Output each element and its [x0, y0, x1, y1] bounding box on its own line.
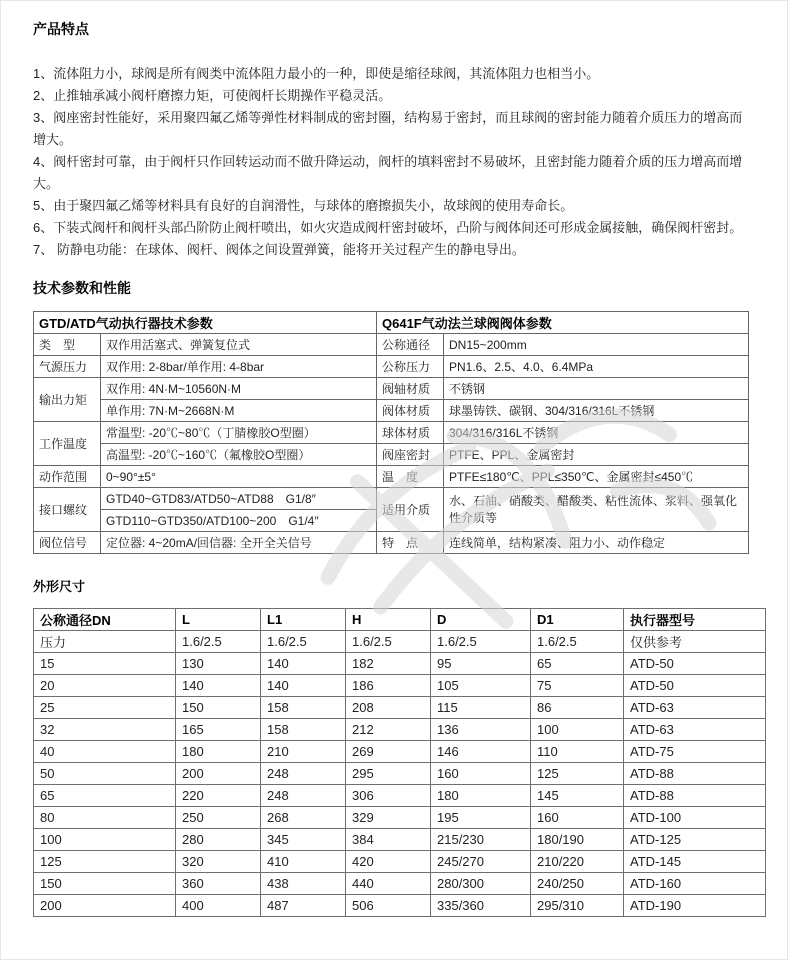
dim-cell: 410: [261, 851, 346, 873]
pressure-cell: 1.6/2.5: [531, 631, 624, 653]
param-value: 高温型: -20℃~160℃（氟橡胶O型圈）: [101, 444, 377, 466]
table-row: [34, 851, 766, 873]
dim-cell: ATD-88: [624, 763, 766, 785]
feature-item: 5、由于聚四氟乙烯等材料具有良好的自润滑性，与球体的磨擦损失小，故球阀的使用寿命长。: [33, 198, 574, 213]
param-value: 双作用: 2-8bar/单作用: 4-8bar: [101, 356, 377, 378]
dim-cell: 320: [176, 851, 261, 873]
dim-cell: ATD-50: [624, 653, 766, 675]
dim-cell: 200: [176, 763, 261, 785]
dim-cell: 180/190: [531, 829, 624, 851]
dim-cell: 110: [531, 741, 624, 763]
dim-cell: 75: [531, 675, 624, 697]
pressure-cell: 1.6/2.5: [431, 631, 531, 653]
table-row: [34, 675, 766, 697]
table-row: [34, 785, 766, 807]
param-label: 阀座密封: [377, 444, 444, 466]
param-value: 水、石油、硝酸类、醋酸类、粘性流体、浆料、强氧化性介质等: [444, 488, 749, 532]
param-label: 工作温度: [34, 422, 101, 466]
feature-item: 7、 防静电功能：在球体、阀杆、阀体之间设置弹簧，能将开关过程产生的静电导出。: [33, 242, 525, 257]
tech-params-table: [33, 311, 749, 554]
dim-cell: ATD-50: [624, 675, 766, 697]
dim-cell: 248: [261, 785, 346, 807]
dimensions-table-body: [34, 653, 766, 917]
dimensions-section-title: 外形尺寸: [33, 579, 86, 594]
table-row: [34, 895, 766, 917]
dim-cell: 140: [176, 675, 261, 697]
dim-cell: ATD-160: [624, 873, 766, 895]
dim-cell: 345: [261, 829, 346, 851]
feature-item: 2、止推轴承减小阀杆磨擦力矩，可使阀杆长期操作平稳灵活。: [33, 88, 392, 103]
feature-item: 3、阀座密封性能好，采用聚四氟乙烯等弹性材料制成的密封圈，结构易于密封，而且球阀的密封能力随着介质压力的增高而增大。: [33, 110, 743, 147]
dim-cell: 25: [34, 697, 176, 719]
tech-section-title: 技术参数和性能: [33, 280, 131, 296]
param-label: 阀位信号: [34, 532, 101, 554]
feature-item: 4、阀杆密封可靠，由于阀杆只作回转运动而不做升降运动，阀杆的填料密封不易破坏，且密封能力随着介质的压力增高而增大。: [33, 154, 743, 191]
dim-cell: 186: [346, 675, 431, 697]
table-row: [34, 873, 766, 895]
dim-cell: ATD-88: [624, 785, 766, 807]
param-value: PN1.6、2.5、4.0、6.4MPa: [444, 356, 749, 378]
dim-cell: 295/310: [531, 895, 624, 917]
tech-left-header: GTD/ATD气动执行器技术参数: [34, 312, 377, 334]
dim-cell: 105: [431, 675, 531, 697]
column-header: 执行器型号: [624, 609, 766, 631]
dim-cell: 487: [261, 895, 346, 917]
table-row: [34, 807, 766, 829]
dim-cell: ATD-125: [624, 829, 766, 851]
dim-cell: 50: [34, 763, 176, 785]
param-value: 定位器: 4~20mA/回信器: 全开全关信号: [101, 532, 377, 554]
dim-cell: 146: [431, 741, 531, 763]
dim-cell: 420: [346, 851, 431, 873]
param-value: 常温型: -20℃~80℃（丁腈橡胶O型圈）: [101, 422, 377, 444]
table-row: [34, 763, 766, 785]
dim-cell: 438: [261, 873, 346, 895]
dimensions-header-row: [34, 609, 766, 631]
dim-cell: 115: [431, 697, 531, 719]
dim-cell: 32: [34, 719, 176, 741]
dim-cell: 245/270: [431, 851, 531, 873]
dim-cell: 140: [261, 653, 346, 675]
dim-cell: 136: [431, 719, 531, 741]
dim-cell: 250: [176, 807, 261, 829]
param-value: 双作用: 4N·M~10560N·M: [101, 378, 377, 400]
param-value: PTFE、PPL、金属密封: [444, 444, 749, 466]
dim-cell: 150: [34, 873, 176, 895]
param-value: 304/316/316L不锈钢: [444, 422, 749, 444]
dim-cell: 180: [431, 785, 531, 807]
dim-cell: 95: [431, 653, 531, 675]
table-row: [34, 829, 766, 851]
param-label: 特 点: [377, 532, 444, 554]
dim-cell: 280: [176, 829, 261, 851]
dim-cell: 160: [431, 763, 531, 785]
param-label: 输出力矩: [34, 378, 101, 422]
param-label: 阀体材质: [377, 400, 444, 422]
dim-cell: 440: [346, 873, 431, 895]
dim-cell: 86: [531, 697, 624, 719]
tech-right-header: Q641F气动法兰球阀阀体参数: [377, 312, 749, 334]
dim-cell: 130: [176, 653, 261, 675]
param-value: 0~90°±5°: [101, 466, 377, 488]
dim-cell: 100: [34, 829, 176, 851]
param-label: 球体材质: [377, 422, 444, 444]
dim-cell: 200: [34, 895, 176, 917]
dim-cell: 165: [176, 719, 261, 741]
param-label: 阀轴材质: [377, 378, 444, 400]
dim-cell: 125: [531, 763, 624, 785]
dim-cell: 150: [176, 697, 261, 719]
param-label: 类 型: [34, 334, 101, 356]
param-label: 公称压力: [377, 356, 444, 378]
dim-cell: 80: [34, 807, 176, 829]
param-label: 温 度: [377, 466, 444, 488]
param-label: 公称通径: [377, 334, 444, 356]
pressure-cell: 1.6/2.5: [176, 631, 261, 653]
features-list: [33, 63, 755, 261]
param-label: 适用介质: [377, 488, 444, 532]
param-label: 接口螺纹: [34, 488, 101, 532]
pressure-cell: 1.6/2.5: [261, 631, 346, 653]
dim-cell: 100: [531, 719, 624, 741]
column-header: 公称通径DN: [34, 609, 176, 631]
param-value: 双作用活塞式、弹簧复位式: [101, 334, 377, 356]
column-header: L1: [261, 609, 346, 631]
param-value: 连线简单，结构紧凑、阻力小、动作稳定: [444, 532, 749, 554]
table-row: [34, 741, 766, 763]
pressure-cell: 1.6/2.5: [346, 631, 431, 653]
param-value: DN15~200mm: [444, 334, 749, 356]
param-value: 不锈钢: [444, 378, 749, 400]
param-label: 气源压力: [34, 356, 101, 378]
dim-cell: 158: [261, 719, 346, 741]
dim-cell: ATD-63: [624, 697, 766, 719]
dim-cell: 208: [346, 697, 431, 719]
dim-cell: ATD-100: [624, 807, 766, 829]
dim-cell: 210/220: [531, 851, 624, 873]
dim-cell: 280/300: [431, 873, 531, 895]
dim-cell: 269: [346, 741, 431, 763]
table-row: [34, 697, 766, 719]
table-row: [34, 653, 766, 675]
dim-cell: ATD-75: [624, 741, 766, 763]
dim-cell: ATD-190: [624, 895, 766, 917]
dim-cell: 145: [531, 785, 624, 807]
pressure-cell: 仅供参考: [624, 631, 766, 653]
dim-cell: 335/360: [431, 895, 531, 917]
dim-cell: 160: [531, 807, 624, 829]
dim-cell: ATD-145: [624, 851, 766, 873]
param-value: GTD40~GTD83/ATD50~ATD88 G1/8″: [101, 488, 377, 510]
dim-cell: 180: [176, 741, 261, 763]
dim-cell: 158: [261, 697, 346, 719]
dim-cell: 295: [346, 763, 431, 785]
dim-cell: 220: [176, 785, 261, 807]
param-label: 动作范围: [34, 466, 101, 488]
dim-cell: 20: [34, 675, 176, 697]
features-section-title: 产品特点: [33, 21, 89, 37]
dim-cell: ATD-63: [624, 719, 766, 741]
param-value: PTFE≤180℃、PPL≤350℃、金属密封≤450℃: [444, 466, 749, 488]
dim-cell: 212: [346, 719, 431, 741]
pressure-cell: 压力: [34, 631, 176, 653]
column-header: D: [431, 609, 531, 631]
column-header: L: [176, 609, 261, 631]
feature-item: 6、下装式阀杆和阀杆头部凸阶防止阀杆喷出，如火灾造成阀杆密封破坏，凸阶与阀体间还可形成金属接触，确保阀杆密封。: [33, 220, 743, 235]
dim-cell: 248: [261, 763, 346, 785]
pressure-row: [34, 631, 766, 653]
dim-cell: 195: [431, 807, 531, 829]
param-value: 球墨铸铁、碳钢、304/316/316L不锈钢: [444, 400, 749, 422]
dim-cell: 306: [346, 785, 431, 807]
dim-cell: 65: [531, 653, 624, 675]
column-header: D1: [531, 609, 624, 631]
dim-cell: 65: [34, 785, 176, 807]
dim-cell: 268: [261, 807, 346, 829]
dim-cell: 506: [346, 895, 431, 917]
dim-cell: 384: [346, 829, 431, 851]
dim-cell: 182: [346, 653, 431, 675]
param-value: GTD110~GTD350/ATD100~200 G1/4″: [101, 510, 377, 532]
table-row: [34, 719, 766, 741]
dim-cell: 215/230: [431, 829, 531, 851]
dim-cell: 15: [34, 653, 176, 675]
feature-item: 1、流体阻力小，球阀是所有阀类中流体阻力最小的一种，即使是缩径球阀，其流体阻力也相当小。: [33, 66, 600, 81]
dimensions-table: [33, 608, 766, 917]
dim-cell: 140: [261, 675, 346, 697]
param-value: 单作用: 7N·M~2668N·M: [101, 400, 377, 422]
dim-cell: 329: [346, 807, 431, 829]
dim-cell: 40: [34, 741, 176, 763]
dim-cell: 240/250: [531, 873, 624, 895]
dim-cell: 210: [261, 741, 346, 763]
column-header: H: [346, 609, 431, 631]
dim-cell: 400: [176, 895, 261, 917]
dim-cell: 125: [34, 851, 176, 873]
dim-cell: 360: [176, 873, 261, 895]
